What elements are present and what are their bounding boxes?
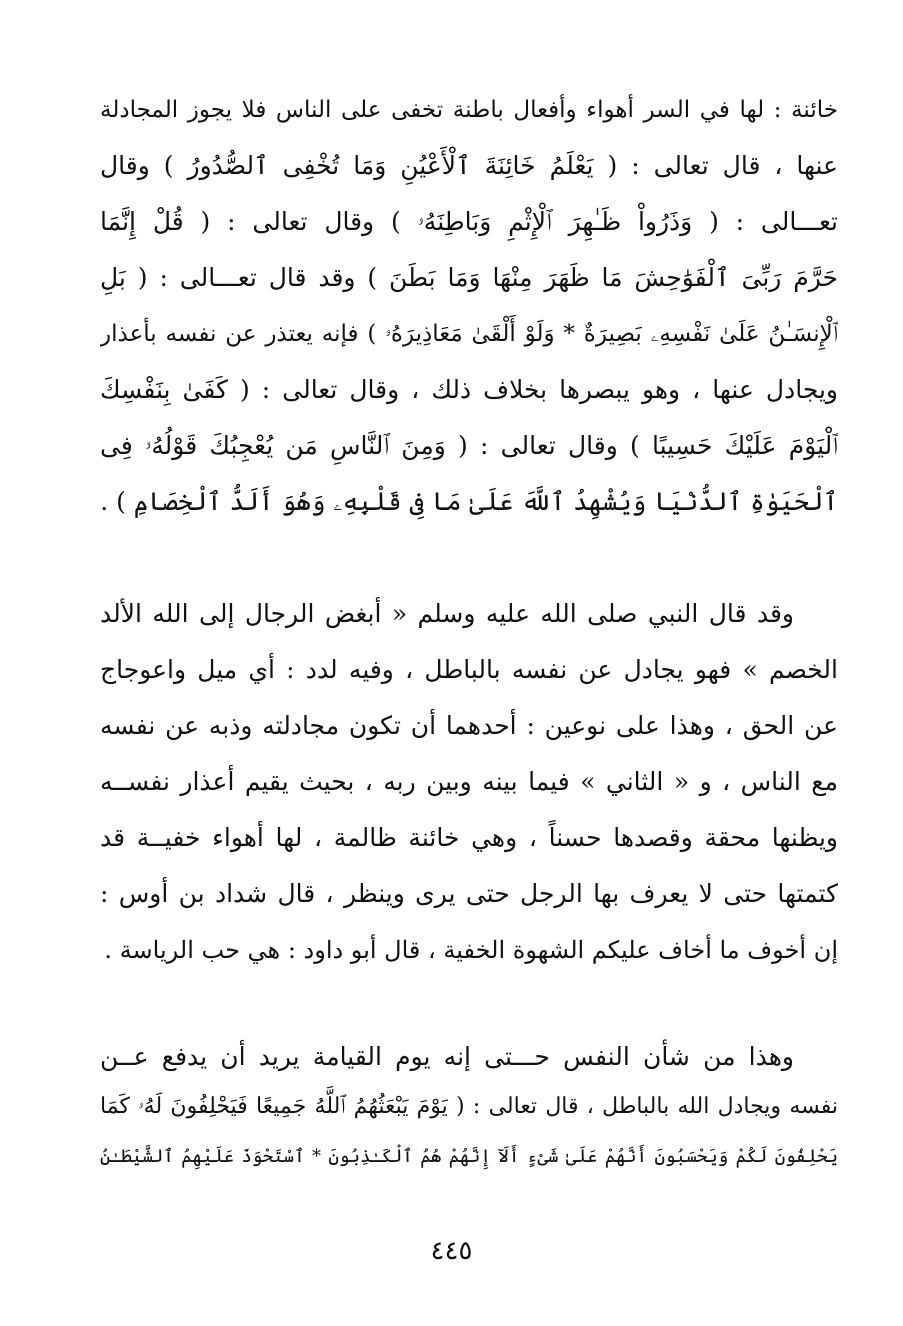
text-line: وقد قال النبي صلى الله عليه وسلم « أبغض الرجال إلى الله الألد [100,599,794,628]
text-line: ٱلْيَوْمَ عَلَيْكَ حَسِيبًا ) وقال تعالى : ( وَمِنَ ٱلنَّاسِ مَن يُعْجِبُكَ قَوْلُهُۥ فِى [100,431,838,460]
text-line: إن أخوف ما أخاف عليكم الشهوة الخفية ، قال أبو داود : هي حب الرياسة . [104,936,838,964]
text-line: ويظنها محقة وقصدها حسناً ، وهي خائنة ظالمة ، لها أهواء خفيــة قد [100,823,838,852]
page-number: ٤٤٥ [430,1236,473,1266]
text-line: ٱلْحَيَوٰةِ ٱلدُّنْيَا وَيُشْهِدُ ٱللَّهَ عَلَىٰ مَا فِى قَلْبِهِۦ وَهُوَ أَلَدُّ ٱلْخِصَامِ ) . [100,487,838,516]
text-line: وهذا من شأن النفس حـــتى إنه يوم القيامة يريد أن يدفع عــن [100,1042,794,1071]
text-line: ويجادل عنها ، وهو يبصرها بخلاف ذلك ، وقال تعالى : ( كَفَىٰ بِنَفْسِكَ [100,375,838,404]
text-line: حَرَّمَ رَبِّىَ ٱلْفَوَٰحِشَ مَا ظَهَرَ مِنْهَا وَمَا بَطَنَ ) وقد قال تعـــالى : ( بَلِ [100,263,838,292]
paragraph-2 [100,586,838,978]
text-line: عن الحق ، وهذا على نوعين : أحدهما أن تكون مجادلته وذبه عن نفسه [100,711,838,740]
text-line: خائنة : لها في السر أهواء وأفعال باطنة تخفى على الناس فلا يجوز المجادلة [100,97,838,123]
paragraph-1 [100,82,838,530]
paragraph-3 [100,1032,838,1182]
text-line: ٱلْإِنسَـٰنُ عَلَىٰ نَفْسِهِۦ بَصِيرَةٌ * وَلَوْ أَلْقَىٰ مَعَاذِيرَهُۥ ) فإنه يعتذر عن نفسه بأعذار [100,321,838,347]
text-line: تعـــالى : ( وَذَرُواْ ظَـٰهِرَ ٱلْإِثْمِ وَبَاطِنَهُۥ ) وقال تعالى : ( قُلْ إِنَّمَا [100,207,838,236]
text-line: الخصم » فهو يجادل عن نفسه بالباطل ، وفيه لدد : أي ميل واعوجاج [100,655,838,684]
text-line: نفسه ويجادل الله بالباطل ، قال تعالى : ( يَوْمَ يَبْعَثُهُمُ ٱللَّهُ جَمِيعًا فَيَحْلِفُونَ لَهُۥ كَمَا [100,1094,838,1119]
text-line: يَحْلِفُونَ لَكُمْ وَيَحْسَبُونَ أَنَّهُمْ عَلَىٰ شَىْءٍ أَلَآ إِنَّهُمْ هُمُ ٱلْكَـٰذِبُونَ * ٱسْتَحْوَذَ عَلَيْهِمُ ٱلشَّيْطَـٰنُ [100,1146,838,1167]
text-line: كتمتها حتى لا يعرف بها الرجل حتى يرى وينظر ، قال شداد بن أوس : [100,879,838,908]
text-line: عنها ، قال تعالى : ( يَعْلَمُ خَائِنَةَ ٱلْأَعْيُنِ وَمَا تُخْفِى ٱلصُّدُورُ ) وقال [100,151,838,180]
text-line: مع الناس ، و « الثاني » فيما بينه وبين ربه ، بحيث يقيم أعذار نفســه [100,767,838,796]
